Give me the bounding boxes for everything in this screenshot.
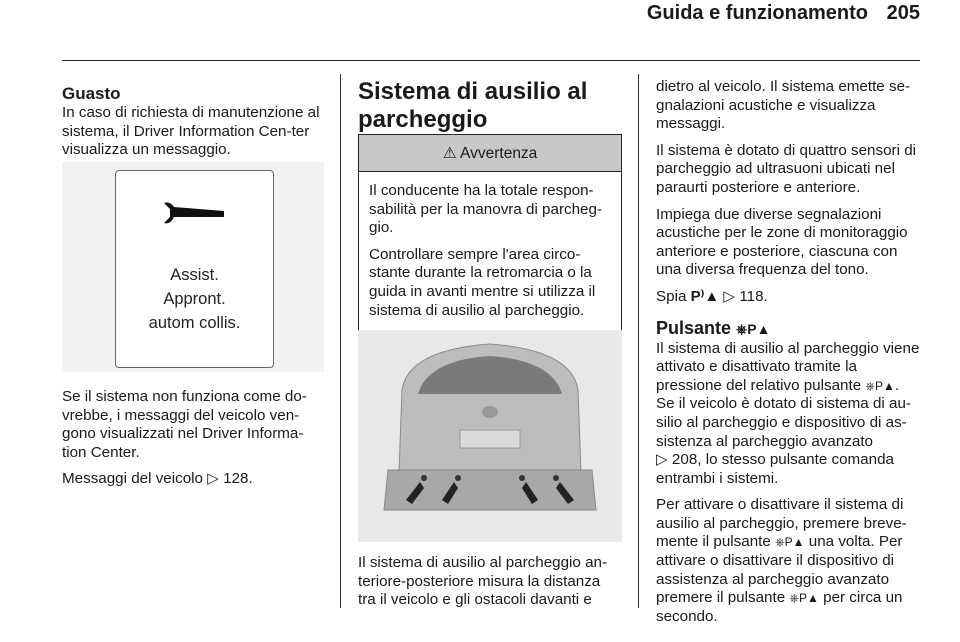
paragraph: Per attivare o disattivare il sistema di ausilio al parcheggio, premere breve-mente il pulsante ⎈P▲ una volta. Per attivare o disattivare il dispositivo di assistenza al parcheggio avanzato premere il pulsante ⎈P▲ per circa un secondo. xyxy=(656,496,907,625)
warning-paragraph: Il conducente ha la totale respon-sabilità per la manovra di parcheg-gio. xyxy=(369,182,602,237)
header-title: Guida e funzionamento xyxy=(646,2,868,24)
parking-sensor-icon: P⁾▲ xyxy=(690,287,720,305)
paragraph: Se il sistema non funziona come do-vrebbe, i messaggi del veicolo ven-gono visualizzati nel Driver Informa-tion Center. xyxy=(62,388,307,461)
header-rule xyxy=(62,60,920,61)
paragraph: Spia P⁾▲ ▷ 118. xyxy=(656,287,768,305)
section-heading-button: Pulsante ⎈P▲ xyxy=(656,317,771,338)
driver-info-display xyxy=(115,170,274,368)
car-rear-image xyxy=(358,330,622,542)
warning-triangle-icon: ⚠ xyxy=(442,145,457,162)
warning-body xyxy=(359,172,621,330)
paragraph: In caso di richiesta di manutenzione al sistema, il Driver Information Cen-ter visualizza un messaggio. xyxy=(62,104,320,159)
section-heading-guasto: Guasto xyxy=(62,84,121,103)
paragraph: Messaggi del veicolo ▷ 128. xyxy=(62,470,253,488)
section-heading-parking: Sistema di ausilio al parcheggio xyxy=(358,78,588,133)
wrench-icon xyxy=(160,199,230,229)
paragraph: Se il veicolo è dotato di sistema di au-silio al parcheggio e dispositivo di as-sistenza al parcheggio avanzato ▷ 208, lo stesso pulsante comanda entrambi i sistemi. xyxy=(656,395,911,487)
car-rear-illustration xyxy=(358,330,622,542)
parking-sensor-4 xyxy=(553,475,559,481)
warning-header xyxy=(359,135,621,172)
parking-sensor-1 xyxy=(421,475,427,481)
parking-sensor-3 xyxy=(519,475,525,481)
paragraph: Il sistema di ausilio al parcheggio an-teriore-posteriore misura la distanza tra il veicolo e gli ostacoli davanti e xyxy=(358,554,608,609)
page-number: 205 xyxy=(886,2,920,24)
column-divider xyxy=(638,74,639,608)
page-reference-arrow-icon: ▷ xyxy=(207,470,219,488)
parking-sensor-2 xyxy=(455,475,461,481)
parking-sensor-icon: ⎈P▲ xyxy=(865,378,895,393)
paragraph: Il sistema di ausilio al parcheggio viene attivato e disattivato tramite la pressione del relativo pulsante ⎈P▲. xyxy=(656,339,920,394)
column-1 xyxy=(62,80,324,168)
page-reference[interactable]: 118. xyxy=(739,287,768,305)
display-line-1: Assist. xyxy=(170,266,219,284)
display-line-3: autom collis. xyxy=(148,314,241,332)
page-reference[interactable]: 208, lo stesso pulsante comanda entrambi i sistemi. xyxy=(656,451,894,487)
parking-sensor-icon: ⎈P▲ xyxy=(736,320,771,337)
parking-sensor-icon: ⎈P▲ xyxy=(789,591,819,606)
column-3 xyxy=(656,78,922,634)
paragraph: dietro al veicolo. Il sistema emette se-gnalazioni acustiche e visualizza messaggi. xyxy=(656,78,911,133)
warning-title: Avvertenza xyxy=(460,145,538,162)
page-reference[interactable]: 128. xyxy=(223,470,253,488)
warning-paragraph: Controllare sempre l'area circo-stante durante la retromarcia o la guida in avanti mentre si utilizza il sistema di ausilio al parcheggio. xyxy=(369,245,596,319)
column-divider xyxy=(340,74,341,608)
column-1-lower xyxy=(62,388,324,497)
display-line-2: Appront. xyxy=(163,290,226,308)
column-2 xyxy=(358,78,622,142)
page-reference-arrow-icon: ▷ xyxy=(656,451,668,469)
paragraph: Impiega due diverse segnalazioni acustiche per le zone di monitoraggio anteriore e posteriore, ciascuna con una diversa frequenza del tono. xyxy=(656,205,908,279)
display-message xyxy=(116,263,273,335)
page-reference-arrow-icon: ▷ xyxy=(723,287,736,305)
warning-box xyxy=(358,134,622,331)
paragraph: Il sistema è dotato di quattro sensori di parcheggio ad ultrasuoni ubicati nel paraurti posteriore e anteriore. xyxy=(656,141,917,196)
column-2-lower xyxy=(358,554,622,618)
parking-sensor-icon: ⎈P▲ xyxy=(775,535,805,550)
display-illustration xyxy=(62,162,324,372)
